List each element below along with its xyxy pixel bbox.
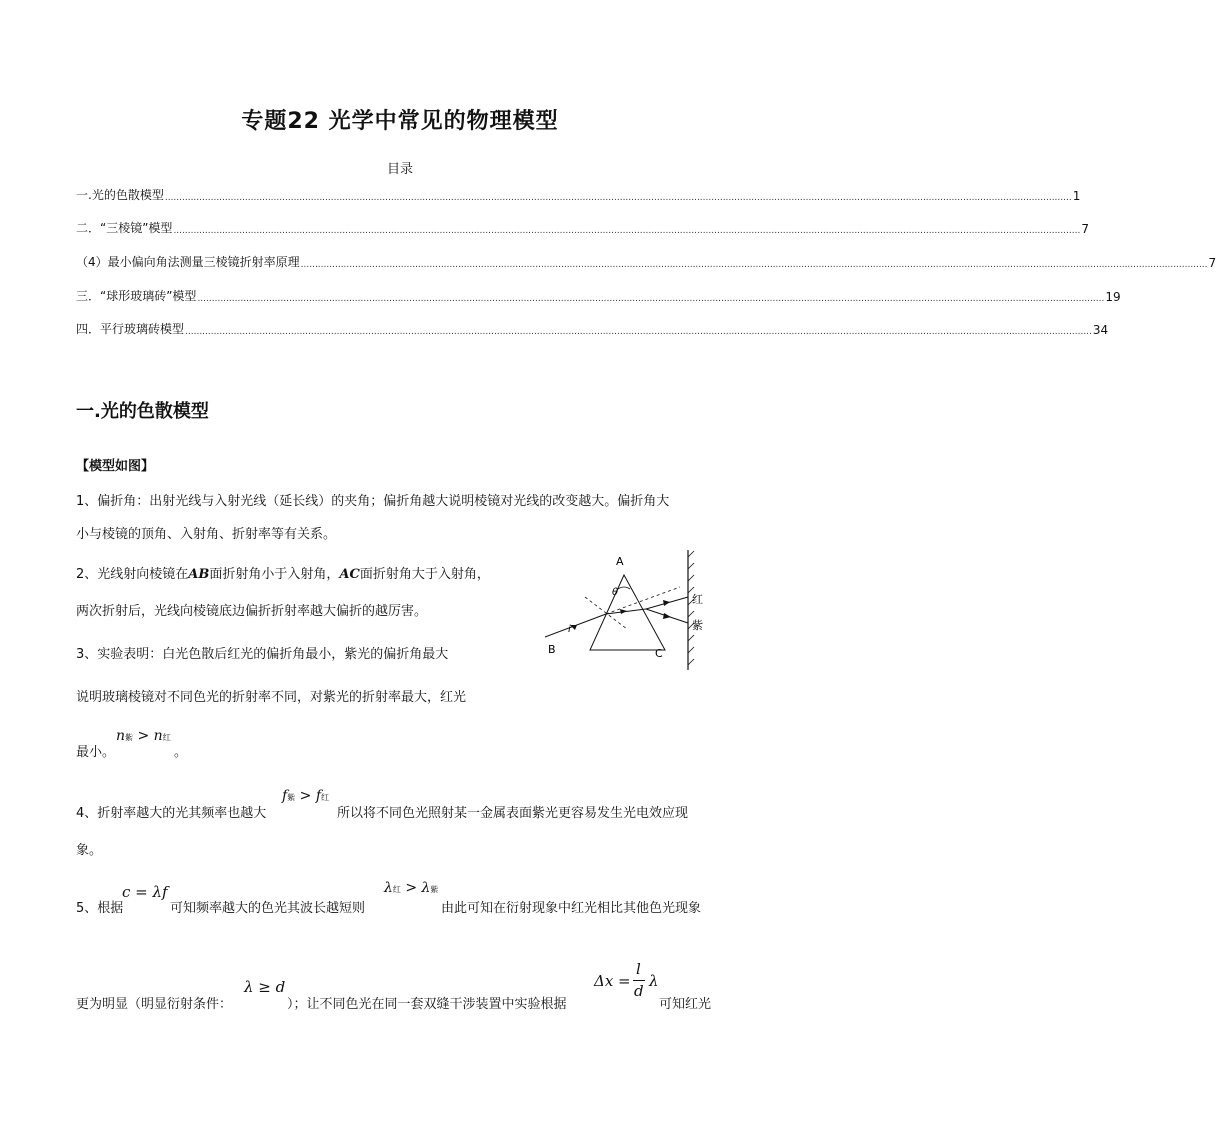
- vertex-a-label: A: [616, 555, 624, 568]
- toc-leader-dots: .............................................................................................................................................................................................................................................................................................................................: [197, 294, 1105, 304]
- toc-entry-label: 四．平行玻璃砖模型: [76, 322, 185, 336]
- toc-entry-label: 二．“三棱镜”模型: [76, 221, 173, 235]
- toc-entry-page: 7: [1081, 222, 1089, 236]
- formula-f-compare: [282, 788, 329, 804]
- toc-entry-label: （4）最小偏向角法测量三棱镜折射率原理: [76, 255, 300, 269]
- prism-dispersion-diagram: [530, 545, 720, 675]
- toc-leader-dots: .............................................................................................................................................................................................................................................................................................................................: [164, 193, 1072, 203]
- apex-angle-arc: [618, 587, 630, 589]
- toc-entry-label: 一.光的色散模型: [76, 188, 164, 202]
- dx-rhs: λ: [649, 972, 659, 990]
- var-lambda: λ: [384, 880, 393, 896]
- model-figure-label: 【模型如图】: [76, 459, 155, 474]
- toc-leader-dots: .............................................................................................................................................................................................................................................................................................................................: [173, 226, 1081, 236]
- toc-leader-dots: .............................................................................................................................................................................................................................................................................................................................: [185, 327, 1092, 337]
- toc-leader-dots: .............................................................................................................................................................................................................................................................................................................................: [300, 260, 1208, 270]
- paragraph-6-pre: 更为明显（明显衍射条件：: [76, 997, 233, 1012]
- toc-entry[interactable]: [76, 253, 1216, 270]
- paragraph-2-line-2: 两次折射后，光线向棱镜底边偏折折射率越大偏折的越厉害。: [76, 604, 428, 619]
- paragraph-5-pre: 5、根据: [76, 901, 124, 916]
- toc-entry-page: 19: [1105, 290, 1121, 304]
- sub-red: 红: [392, 885, 401, 894]
- arrow-head: [663, 600, 670, 606]
- screen-hatching: [688, 551, 694, 665]
- paragraph-5-post: 由此可知在衍射现象中红光相比其他色光现象: [441, 901, 702, 916]
- gt-sign: >: [137, 728, 150, 744]
- var-lambda: λ: [421, 880, 431, 896]
- text-run: 面折射角小于入射角，: [209, 567, 340, 582]
- fraction-numerator: l: [636, 960, 641, 978]
- paragraph-6-mid: ）；让不同色光在同一套双缝干涉装置中实验根据: [287, 997, 567, 1012]
- face-ac: AC: [339, 567, 360, 582]
- sub-red: 红: [321, 793, 330, 802]
- formula-diffraction-condition: λ ≥ d: [244, 978, 286, 996]
- toc-entry-page: 7: [1208, 256, 1216, 270]
- fraction-bar: [633, 980, 645, 981]
- formula-lambda-compare: [384, 880, 438, 896]
- sub-violet: 紫: [430, 885, 439, 894]
- paragraph-4-line-2: 象。: [76, 843, 103, 858]
- paragraph-4-post: 所以将不同色光照射某一金属表面紫光更容易发生光电效应现: [337, 806, 689, 821]
- paragraph-2-line-1: [76, 566, 490, 584]
- vertex-b-label: B: [548, 643, 556, 656]
- var-f: f: [282, 788, 288, 804]
- angle-i-label: i: [568, 624, 571, 635]
- text-run: 2、光线射向棱镜在: [76, 567, 189, 582]
- fraction-denominator: d: [634, 982, 644, 1000]
- arrow-head: [620, 609, 627, 614]
- gt-sign: >: [299, 788, 312, 804]
- toc-entry-label: 三．“球形玻璃砖”模型: [76, 289, 197, 303]
- paragraph-5-mid: 可知频率越大的色光其波长越短则: [170, 901, 366, 916]
- normal-line: [585, 597, 627, 629]
- section-heading: 一.光的色散模型: [76, 401, 209, 422]
- sub-violet: 紫: [125, 733, 134, 742]
- toc-entry-page: 34: [1092, 323, 1109, 337]
- paragraph-1-line-2: 小与棱镜的顶角、入射角、折射率等有关系。: [76, 527, 337, 542]
- prism-triangle: [590, 575, 665, 650]
- page-title: 专题22 光学中常见的物理模型: [241, 109, 559, 134]
- paragraph-3-min: 最小。: [76, 745, 116, 760]
- paragraph-3-line-1: 3、实验表明：白光色散后红光的偏折角最小，紫光的偏折角最大: [76, 647, 449, 662]
- formula-c-lambda-f: c = λf: [122, 883, 168, 901]
- text-run: 面折射角大于入射角，: [359, 567, 490, 582]
- toc-heading: 目录: [386, 162, 413, 177]
- paragraph-3-end: 。: [174, 745, 188, 760]
- red-label: 红: [692, 593, 703, 606]
- violet-label: 紫: [692, 619, 703, 632]
- gt-sign: >: [405, 880, 418, 896]
- paragraph-1-line-1: 1、偏折角：出射光线与入射光线（延长线）的夹角；偏折角越大说明棱镜对光线的改变越大。偏折角大: [76, 494, 670, 509]
- toc-entry-page: 1: [1072, 189, 1081, 203]
- arrow-head: [663, 613, 671, 619]
- paragraph-3-line-2: 说明玻璃棱镜对不同色光的折射率不同，对紫光的折射率最大，红光: [76, 690, 467, 705]
- toc-entry[interactable]: [76, 186, 1081, 203]
- angle-theta-label: θ: [612, 587, 619, 598]
- formula-n-compare: [116, 728, 171, 744]
- paragraph-4-pre: 4、折射率越大的光其频率也越大: [76, 806, 267, 821]
- vertex-c-label: C: [655, 647, 663, 660]
- var-f: f: [315, 788, 322, 804]
- var-n: n: [153, 728, 163, 744]
- paragraph-6-post: 可知红光: [659, 997, 712, 1012]
- sub-violet: 紫: [287, 793, 296, 802]
- sub-red: 红: [162, 733, 171, 742]
- toc-entry[interactable]: [76, 219, 1089, 236]
- var-n: n: [116, 728, 126, 744]
- dx-lhs: Δx =: [594, 972, 631, 990]
- toc-entry[interactable]: [76, 287, 1121, 304]
- face-ab: AB: [188, 567, 210, 582]
- toc-entry[interactable]: [76, 320, 1109, 337]
